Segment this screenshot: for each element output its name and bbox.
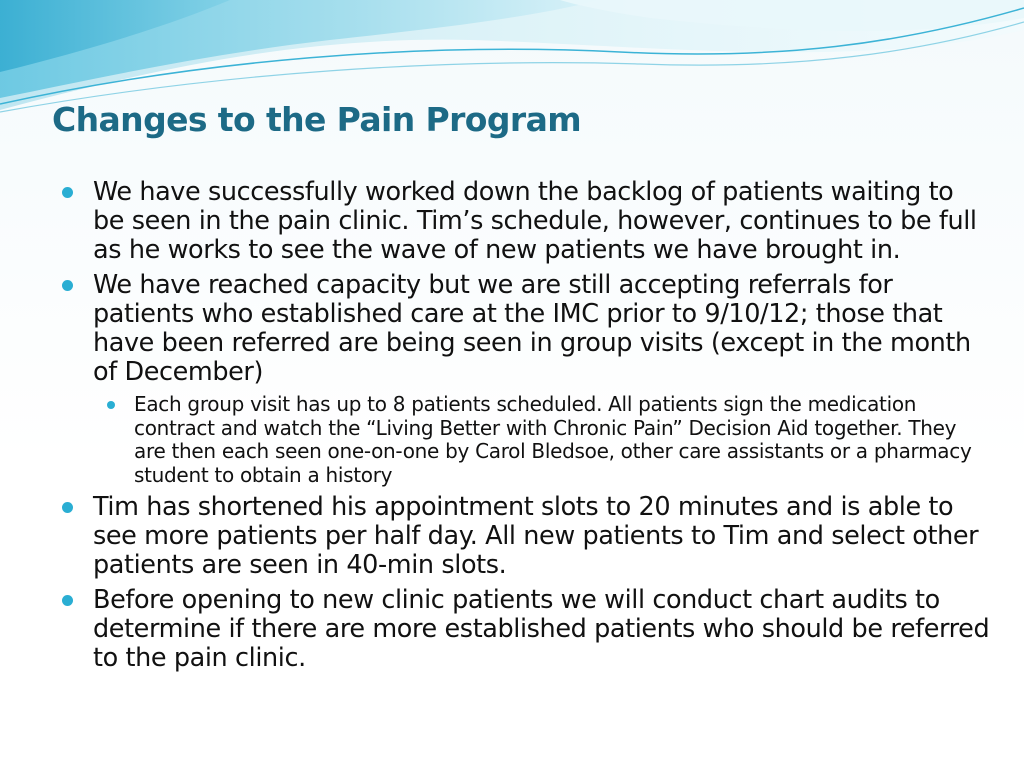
bullet-dot-icon (62, 595, 73, 606)
bullet-text: Before opening to new clinic patients we will conduct chart audits to determine if there are more established patients who should be referred to the pain clinic. (93, 585, 990, 673)
bullet-dot-icon (62, 280, 73, 291)
bullet-item (62, 586, 992, 673)
slide-title: Changes to the Pain Program (52, 100, 582, 139)
sub-bullet-text: Each group visit has up to 8 patients scheduled. All patients sign the medication contract and watch the “Living Better with Chronic Pain” Decision Aid together. They are then each seen one-on-one by Carol Bledsoe, other care assistants or a pharmacy student to obtain a history (134, 392, 972, 487)
bullet-item (62, 493, 992, 580)
bullet-dot-icon (62, 187, 73, 198)
bullet-dot-icon (62, 502, 73, 513)
bullet-item (62, 178, 992, 265)
bullet-item (62, 271, 992, 387)
bullet-text: Tim has shortened his appointment slots to 20 minutes and is able to see more patients per half day. All new patients to Tim and select other patients are seen in 40-min slots. (93, 492, 979, 580)
sub-bullet-dot-icon (107, 401, 115, 409)
slide-body (62, 178, 992, 679)
sub-bullet-item (62, 393, 992, 487)
bullet-text: We have reached capacity but we are still accepting referrals for patients who established care at the IMC prior to 9/10/12; those that have been referred are being seen in group visits (except in the month of December) (93, 270, 971, 387)
bullet-text: We have successfully worked down the backlog of patients waiting to be seen in the pain clinic. Tim’s schedule, however, continues to be full as he works to see the wave of new patients we have brought in. (93, 177, 977, 265)
